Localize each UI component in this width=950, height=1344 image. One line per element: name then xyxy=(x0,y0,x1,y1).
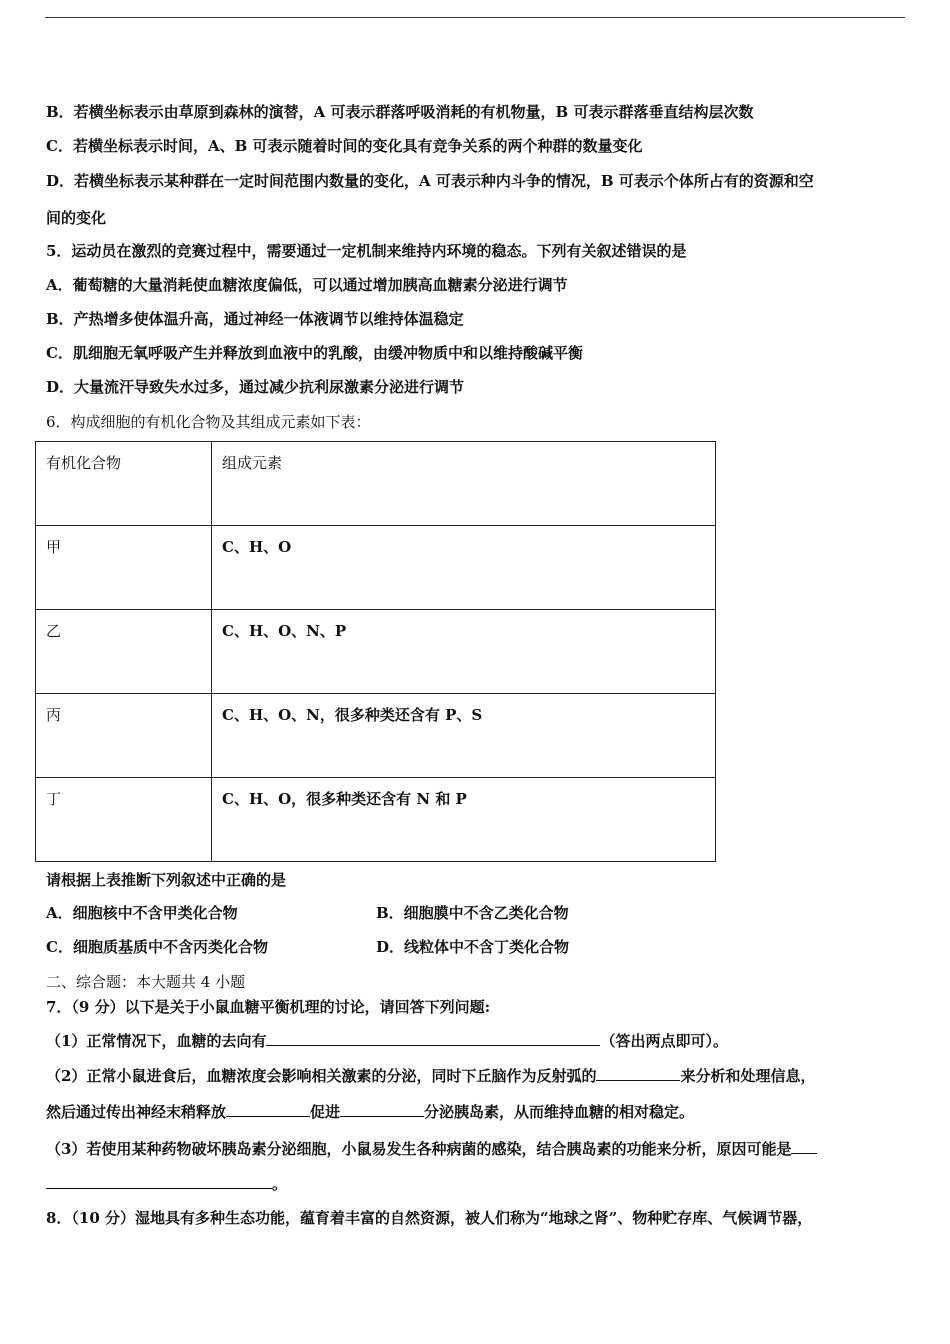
q7-part2-text: 促进 xyxy=(310,1103,341,1121)
table-row xyxy=(36,610,716,694)
q7-part2-text: 来分析和处理信息， xyxy=(680,1067,816,1085)
answer-blank[interactable] xyxy=(340,1102,424,1117)
q7-part1-text: （1）正常情况下，血糖的去向有 xyxy=(46,1032,267,1050)
q6-option-c: C．细胞质基质中不含丙类化合物 xyxy=(46,938,268,956)
q7-stem: 7．（9 分）以下是关于小鼠血糖平衡机理的讨论，请回答下列问题: xyxy=(46,998,491,1016)
q7-part3-line1 xyxy=(46,1139,817,1159)
q6-option-d: D．线粒体中不含丁类化合物 xyxy=(376,938,570,956)
q7-part1-hint: （答出两点即可）。 xyxy=(600,1032,728,1050)
table-cell-elements: C、H、O、N，很多种类还含有 P、S xyxy=(212,694,716,778)
answer-blank[interactable] xyxy=(266,1031,600,1046)
q5-stem: 5．运动员在激烈的竞赛过程中，需要通过一定机制来维持内环境的稳态。下列有关叙述错误的是 xyxy=(46,242,687,260)
table-cell-elements: C、H、O，很多种类还含有 N 和 P xyxy=(212,778,716,862)
q8-stem: 8．（10 分）湿地具有多种生态功能，蕴育着丰富的自然资源，被人们称为“地球之肾”、物种贮存库、气候调节器， xyxy=(46,1209,813,1227)
q7-part2-text: 分泌胰岛素，从而维持血糖的相对稳定。 xyxy=(424,1103,695,1121)
table-row xyxy=(36,694,716,778)
table-row xyxy=(36,778,716,862)
table-cell-elements: C、H、O xyxy=(212,526,716,610)
answer-blank[interactable] xyxy=(596,1066,680,1081)
q4-option-d-line1: D．若横坐标表示某种群在一定时间范围内数量的变化，A 可表示种内斗争的情况，B 可表示个体所占有的资源和空 xyxy=(46,172,814,190)
q7-part3-line2 xyxy=(46,1174,287,1194)
table-cell-compound: 丙 xyxy=(36,694,212,778)
table-cell-compound: 丁 xyxy=(36,778,212,862)
q4-option-b: B．若横坐标表示由草原到森林的演替，A 可表示群落呼吸消耗的有机物量，B 可表示群落垂直结构层次数 xyxy=(46,103,754,121)
q7-part3-text: （3）若使用某种药物破坏胰岛素分泌细胞，小鼠易发生各种病菌的感染，结合胰岛素的功能来分析，原因可能是 xyxy=(46,1140,792,1158)
q5-option-b: B．产热增多使体温升高，通过神经一体液调节以维持体温稳定 xyxy=(46,310,464,328)
q6-option-a: A．细胞核中不含甲类化合物 xyxy=(46,904,238,922)
table-cell-compound: 甲 xyxy=(36,526,212,610)
q7-part2-text: （2）正常小鼠进食后，血糖浓度会影响相关激素的分泌，同时下丘脑作为反射弧的 xyxy=(46,1067,597,1085)
q7-part2-line2 xyxy=(46,1102,694,1122)
table-header-cell: 有机化合物 xyxy=(36,442,212,526)
section-heading: 二、综合题：本大题共 4 小题 xyxy=(46,973,246,991)
q6-stem: 6．构成细胞的有机化合物及其组成元素如下表： xyxy=(46,413,371,431)
header-rule xyxy=(45,17,905,18)
table-header-row xyxy=(36,442,716,526)
answer-blank[interactable] xyxy=(226,1102,310,1117)
table-row xyxy=(36,526,716,610)
q6-option-b: B．细胞膜中不含乙类化合物 xyxy=(376,904,569,922)
answer-blank[interactable] xyxy=(791,1139,817,1154)
table-cell-compound: 乙 xyxy=(36,610,212,694)
table-header-cell: 组成元素 xyxy=(212,442,716,526)
q5-option-a: A．葡萄糖的大量消耗使血糖浓度偏低，可以通过增加胰高血糖素分泌进行调节 xyxy=(46,276,568,294)
q7-part2-text: 然后通过传出神经末稍释放 xyxy=(46,1103,227,1121)
q7-part2-line1 xyxy=(46,1066,815,1086)
q5-option-d: D．大量流汗导致失水过多，通过减少抗利尿激素分泌进行调节 xyxy=(46,378,465,396)
answer-blank[interactable] xyxy=(46,1174,272,1189)
q6-question: 请根据上表推断下列叙述中正确的是 xyxy=(46,871,287,889)
q4-option-c: C．若横坐标表示时间，A、B 可表示随着时间的变化具有竞争关系的两个种群的数量变化 xyxy=(46,137,643,155)
q5-option-c: C．肌细胞无氧呼吸产生并释放到血液中的乳酸，由缓冲物质中和以维持酸碱平衡 xyxy=(46,344,583,362)
q7-part3-end: 。 xyxy=(272,1175,288,1193)
compound-table xyxy=(35,441,716,862)
q7-part1 xyxy=(46,1031,728,1051)
table-cell-elements: C、H、O、N、P xyxy=(212,610,716,694)
q4-option-d-line2: 间的变化 xyxy=(46,209,107,227)
